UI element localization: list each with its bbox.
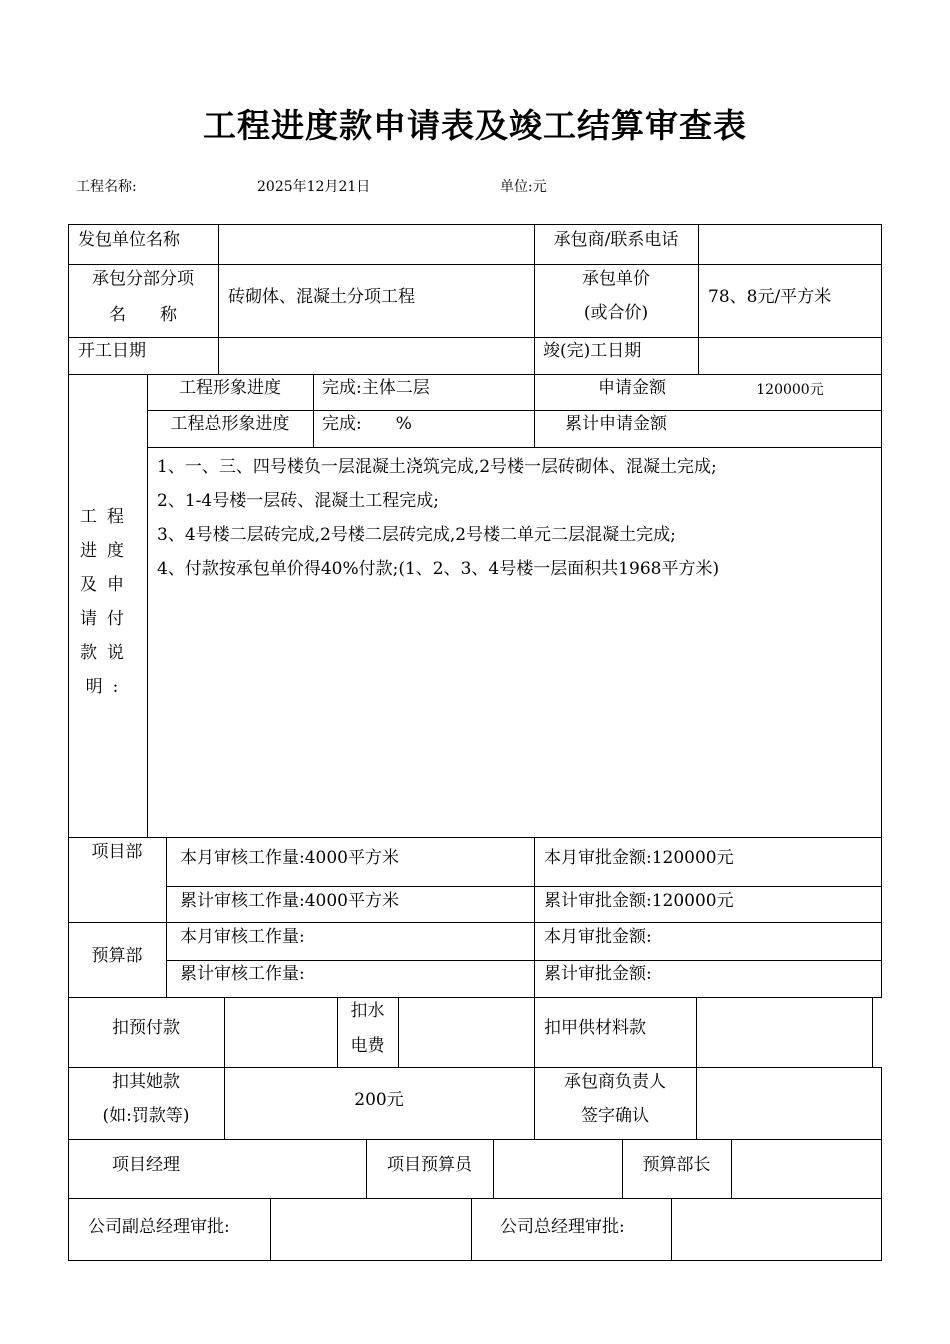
apply-amount-value: 120000元 (756, 382, 824, 398)
project-month-amount: 本月审批金额:120000元 (544, 848, 734, 868)
progress-side-label-text: 工程进度及申请付款说明: (80, 507, 134, 697)
unit-price-label: 承包单价 (582, 269, 650, 289)
utility-deduction-label: 扣水 (350, 1001, 385, 1021)
utility-deduction-label-2: 电费 (350, 1036, 385, 1056)
completion-date-label: 竣(完)工日期 (543, 341, 642, 361)
project-cum-work: 累计审核工作量:4000平方米 (180, 891, 399, 911)
total-image-progress-value: 完成: % (322, 414, 412, 434)
budget-cum-work: 累计审核工作量: (180, 964, 305, 984)
prepay-deduction-label: 扣预付款 (112, 1018, 180, 1038)
budget-dept-label: 预算部 (91, 946, 143, 966)
form-date: 2025年12月21日 (257, 179, 371, 195)
project-cum-amount: 累计审批金额:120000元 (544, 891, 734, 911)
budget-month-work: 本月审核工作量: (180, 927, 305, 947)
contractor-sign-label-2: 签字确认 (581, 1106, 649, 1126)
employer-label: 发包单位名称 (78, 230, 180, 250)
start-date-label: 开工日期 (78, 341, 146, 361)
cumulative-apply-label: 累计申请金额 (565, 414, 667, 434)
total-image-progress-label: 工程总形象进度 (170, 414, 290, 434)
contractor-phone-label: 承包商/联系电话 (553, 230, 679, 250)
other-deduction-value: 200元 (354, 1090, 404, 1110)
material-deduction-label: 扣甲供材料款 (544, 1018, 646, 1038)
note-item: 1、一、三、四号楼负一层混凝土浇筑完成,2号楼一层砖砌体、混凝土完成; (157, 457, 717, 477)
note-item: 4、付款按承包单价得40%付款;(1、2、3、4号楼一层面积共1968平方米) (157, 559, 720, 579)
project-name-label: 工程名称: (76, 179, 137, 195)
contractor-sign-label: 承包商负责人 (564, 1072, 666, 1092)
project-budgeter-label: 项目预算员 (387, 1155, 472, 1175)
currency-unit: 单位:元 (500, 179, 547, 195)
unit-price-label-2: (或合价) (583, 303, 649, 323)
note-item: 3、4号楼二层砖完成,2号楼二层砖完成,2号楼二单元二层混凝土完成; (157, 525, 676, 545)
other-deduction-label-2: (如:罚款等) (102, 1106, 190, 1126)
other-deduction-label: 扣其她款 (112, 1072, 180, 1092)
budget-head-label: 预算部长 (642, 1155, 711, 1175)
gm-approval-label: 公司总经理审批: (500, 1217, 625, 1237)
subproject-value: 砖砌体、混凝土分项工程 (228, 287, 415, 307)
page-title: 工程进度款申请表及竣工结算审查表 (203, 106, 747, 145)
budget-month-amount: 本月审批金额: (544, 927, 652, 947)
note-item: 2、1-4号楼一层砖、混凝土工程完成; (157, 491, 439, 511)
apply-amount-label: 申请金额 (598, 378, 666, 398)
subproject-label-2: 名 称 (109, 305, 177, 325)
budget-cum-amount: 累计审批金额: (544, 964, 652, 984)
progress-notes (157, 450, 719, 586)
progress-side-label (77, 500, 137, 704)
image-progress-label: 工程形象进度 (179, 378, 281, 398)
unit-price-value: 78、8元/平方米 (708, 287, 832, 307)
project-manager-label: 项目经理 (112, 1155, 180, 1175)
project-dept-label: 项目部 (91, 842, 143, 862)
subproject-label: 承包分部分项 (92, 269, 194, 289)
image-progress-value: 完成:主体二层 (322, 378, 430, 398)
project-month-work: 本月审核工作量:4000平方米 (180, 848, 399, 868)
vice-gm-approval-label: 公司副总经理审批: (88, 1217, 230, 1237)
